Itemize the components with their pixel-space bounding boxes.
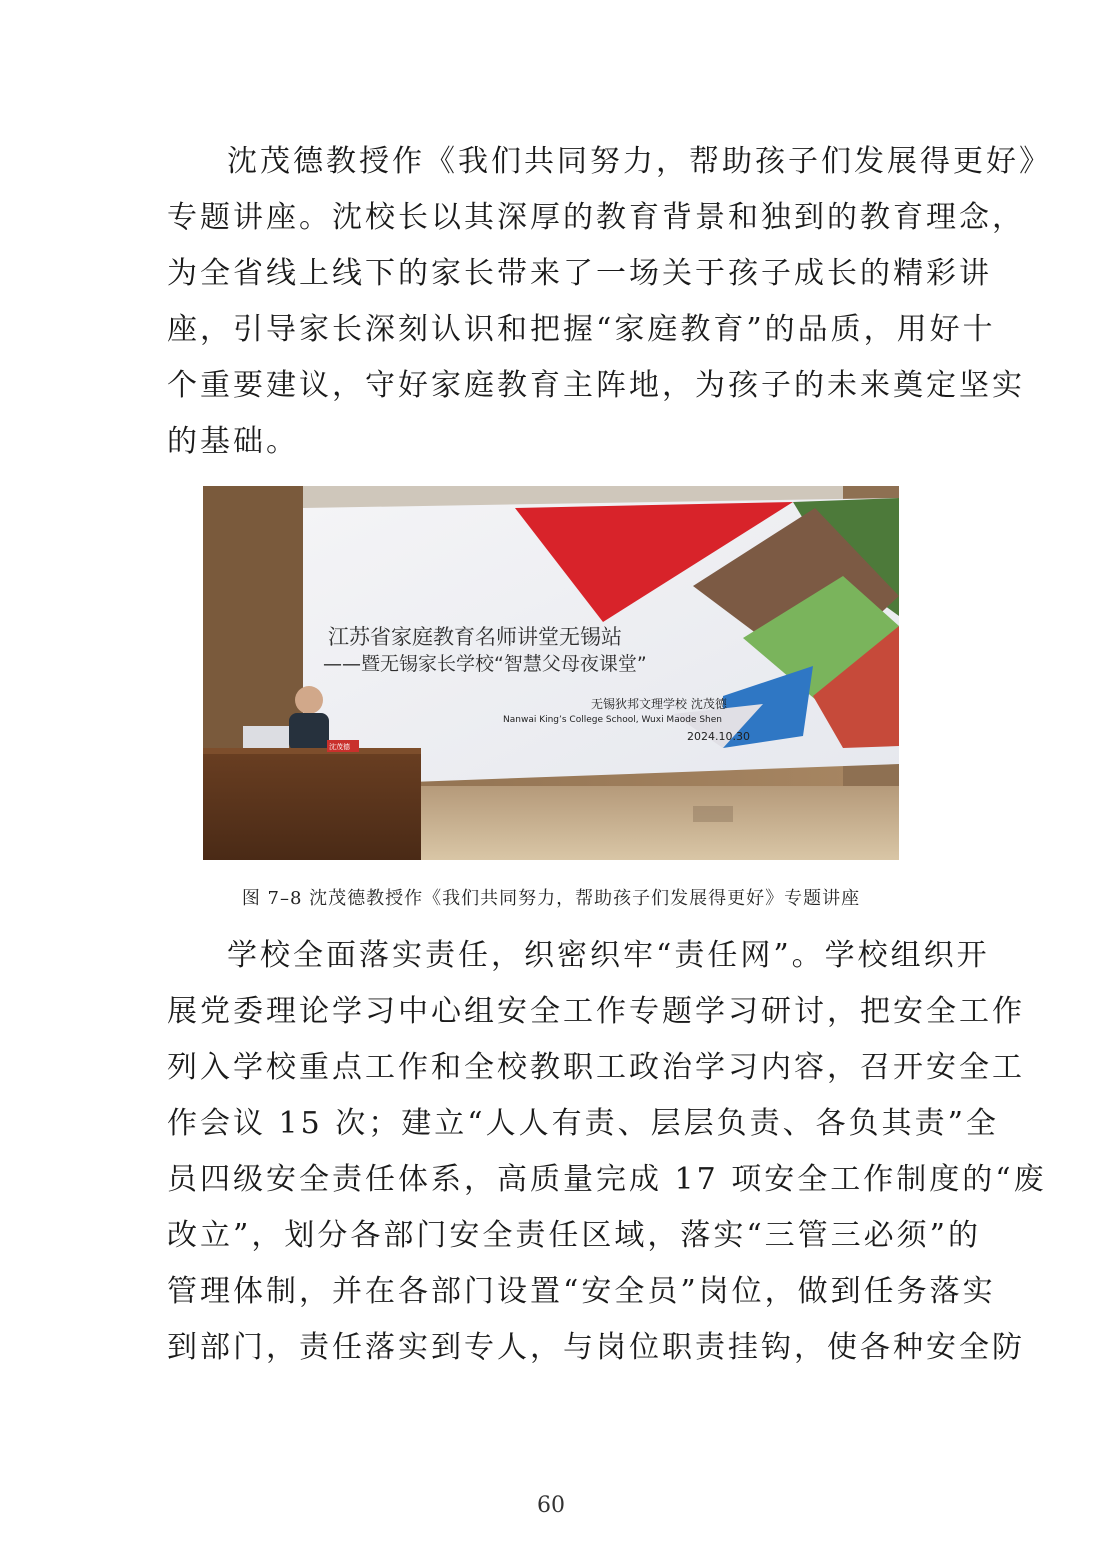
slide-school: 无锡狄邦文理学校 沈茂德 (591, 697, 727, 711)
text-line: 学校全面落实责任，织密织牢“责任网”。学校组织开 (227, 938, 990, 973)
text-line: 专题讲座。沈校长以其深厚的教育背景和独到的教育理念， (167, 200, 1025, 235)
text-line: 改立”，划分各部门安全责任区域，落实“三管三必须”的 (167, 1218, 982, 1253)
slide-title-line2: ——暨无锡家长学校“智慧父母夜课堂” (323, 653, 647, 675)
text-line: 展党委理论学习中心组安全工作专题学习研讨，把安全工作 (167, 994, 1025, 1029)
nameplate-text: 沈茂德 (329, 743, 350, 751)
slide-school-en: Nanwai King’s College School, Wuxi Maode Shen (503, 715, 722, 725)
text-line: 沈茂德教授作《我们共同努力，帮助孩子们发展得更好》 (227, 144, 1052, 179)
text-line: 列入学校重点工作和全校教职工政治学习内容，召开安全工 (167, 1050, 1025, 1085)
slide-date: 2024.10.30 (687, 730, 750, 743)
figure-caption: 图 7–8 沈茂德教授作《我们共同努力，帮助孩子们发展得更好》专题讲座 (241, 888, 861, 909)
lecture-photo (203, 486, 899, 860)
text-line: 到部门，责任落实到专人，与岗位职责挂钩，使各种安全防 (167, 1330, 1025, 1365)
page-number: 60 (537, 1493, 565, 1518)
text-line: 个重要建议，守好家庭教育主阵地，为孩子的未来奠定坚实 (167, 368, 1025, 403)
text-line: 座，引导家长深刻认识和把握“家庭教育”的品质，用好十 (167, 312, 996, 347)
text-line: 管理体制，并在各部门设置“安全员”岗位，做到任务落实 (167, 1274, 996, 1309)
slide-title-line1: 江苏省家庭教育名师讲堂无锡站 (328, 625, 622, 649)
text-line: 为全省线上线下的家长带来了一场关于孩子成长的精彩讲 (167, 256, 992, 291)
text-line: 员四级安全责任体系，高质量完成 17 项安全工作制度的“废 (167, 1162, 1047, 1197)
text-line: 的基础。 (167, 424, 299, 459)
text-line: 作会议 15 次；建立“人人有责、层层负责、各负其责”全 (167, 1106, 999, 1141)
